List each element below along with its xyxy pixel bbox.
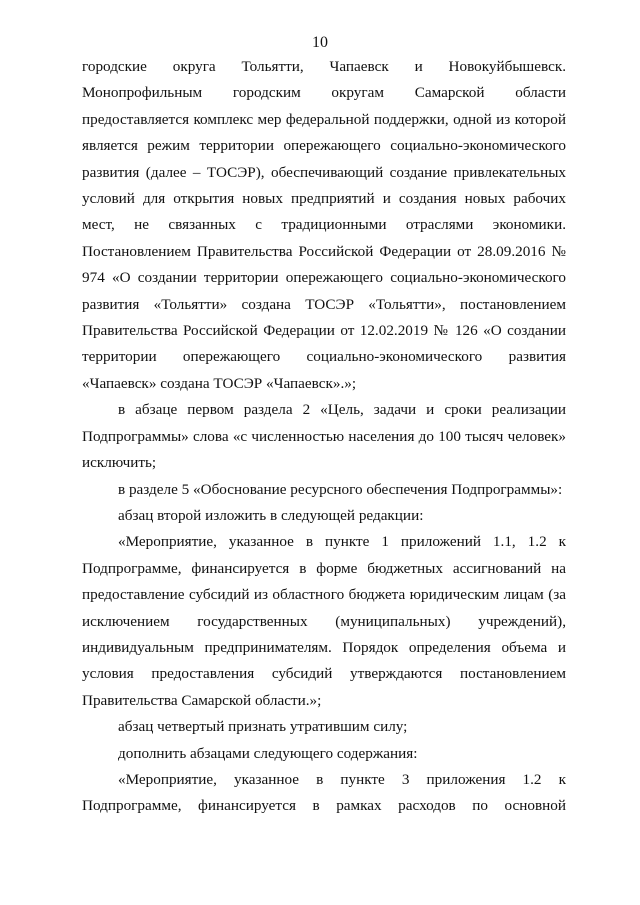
paragraph: в разделе 5 «Обоснование ресурсного обеспечения Подпрограммы»:: [118, 480, 563, 498]
document-body: [82, 54, 566, 820]
paragraph: в абзаце первом раздела 2 «Цель, задачи и сроки реализации Подпрограммы» слова «с численностью населения до 100 тысяч человек» исключить;: [82, 401, 566, 472]
paragraph: «Мероприятие, указанное в пункте 1 приложений 1.1, 1.2 к Подпрограмме, финансируется в форме бюджетных ассигнований на предоставление субсидий из областного бюджета юридическим лицам (за исключением государственных (муниципальных) учреждений), индивидуальным предпринимателям. Порядок определения объема и условия предоставления субсидий утверждаются постановлением Правительства Самарской области.»;: [82, 533, 566, 709]
paragraph: дополнить абзацами следующего содержания:: [118, 744, 418, 762]
paragraph: абзац второй изложить в следующей редакции:: [118, 506, 424, 524]
paragraph: абзац четвертый признать утратившим силу;: [118, 718, 408, 736]
paragraph-continued: «Мероприятие, указанное в пункте 3 приложения 1.2 к Подпрограмме, финансируется в рамках расходов по основной: [82, 770, 566, 815]
page-number: 10: [312, 34, 328, 51]
paragraph: городские округа Тольятти, Чапаевск и Новокуйбышевск. Монопрофильным городским округам Самарской области предоставляется комплекс мер федеральной поддержки, одной из которой является режим территории опережающего социально-экономического развития (далее – ТОСЭР), обеспечивающий создание привлекательных условий для открытия новых предприятий и создания новых рабочих мест, не связанных с традиционными отраслями экономики. Постановлением Правительства Российской Федерации от 28.09.2016 № 974 «О создании территории опережающего социально-экономического развития «Тольятти» создана ТОСЭР «Тольятти», постановлением Правительства Российской Федерации от 12.02.2019 № 126 «О создании территории опережающего социально-экономического развития «Чапаевск» создана ТОСЭР «Чапаевск».»;: [82, 58, 566, 392]
